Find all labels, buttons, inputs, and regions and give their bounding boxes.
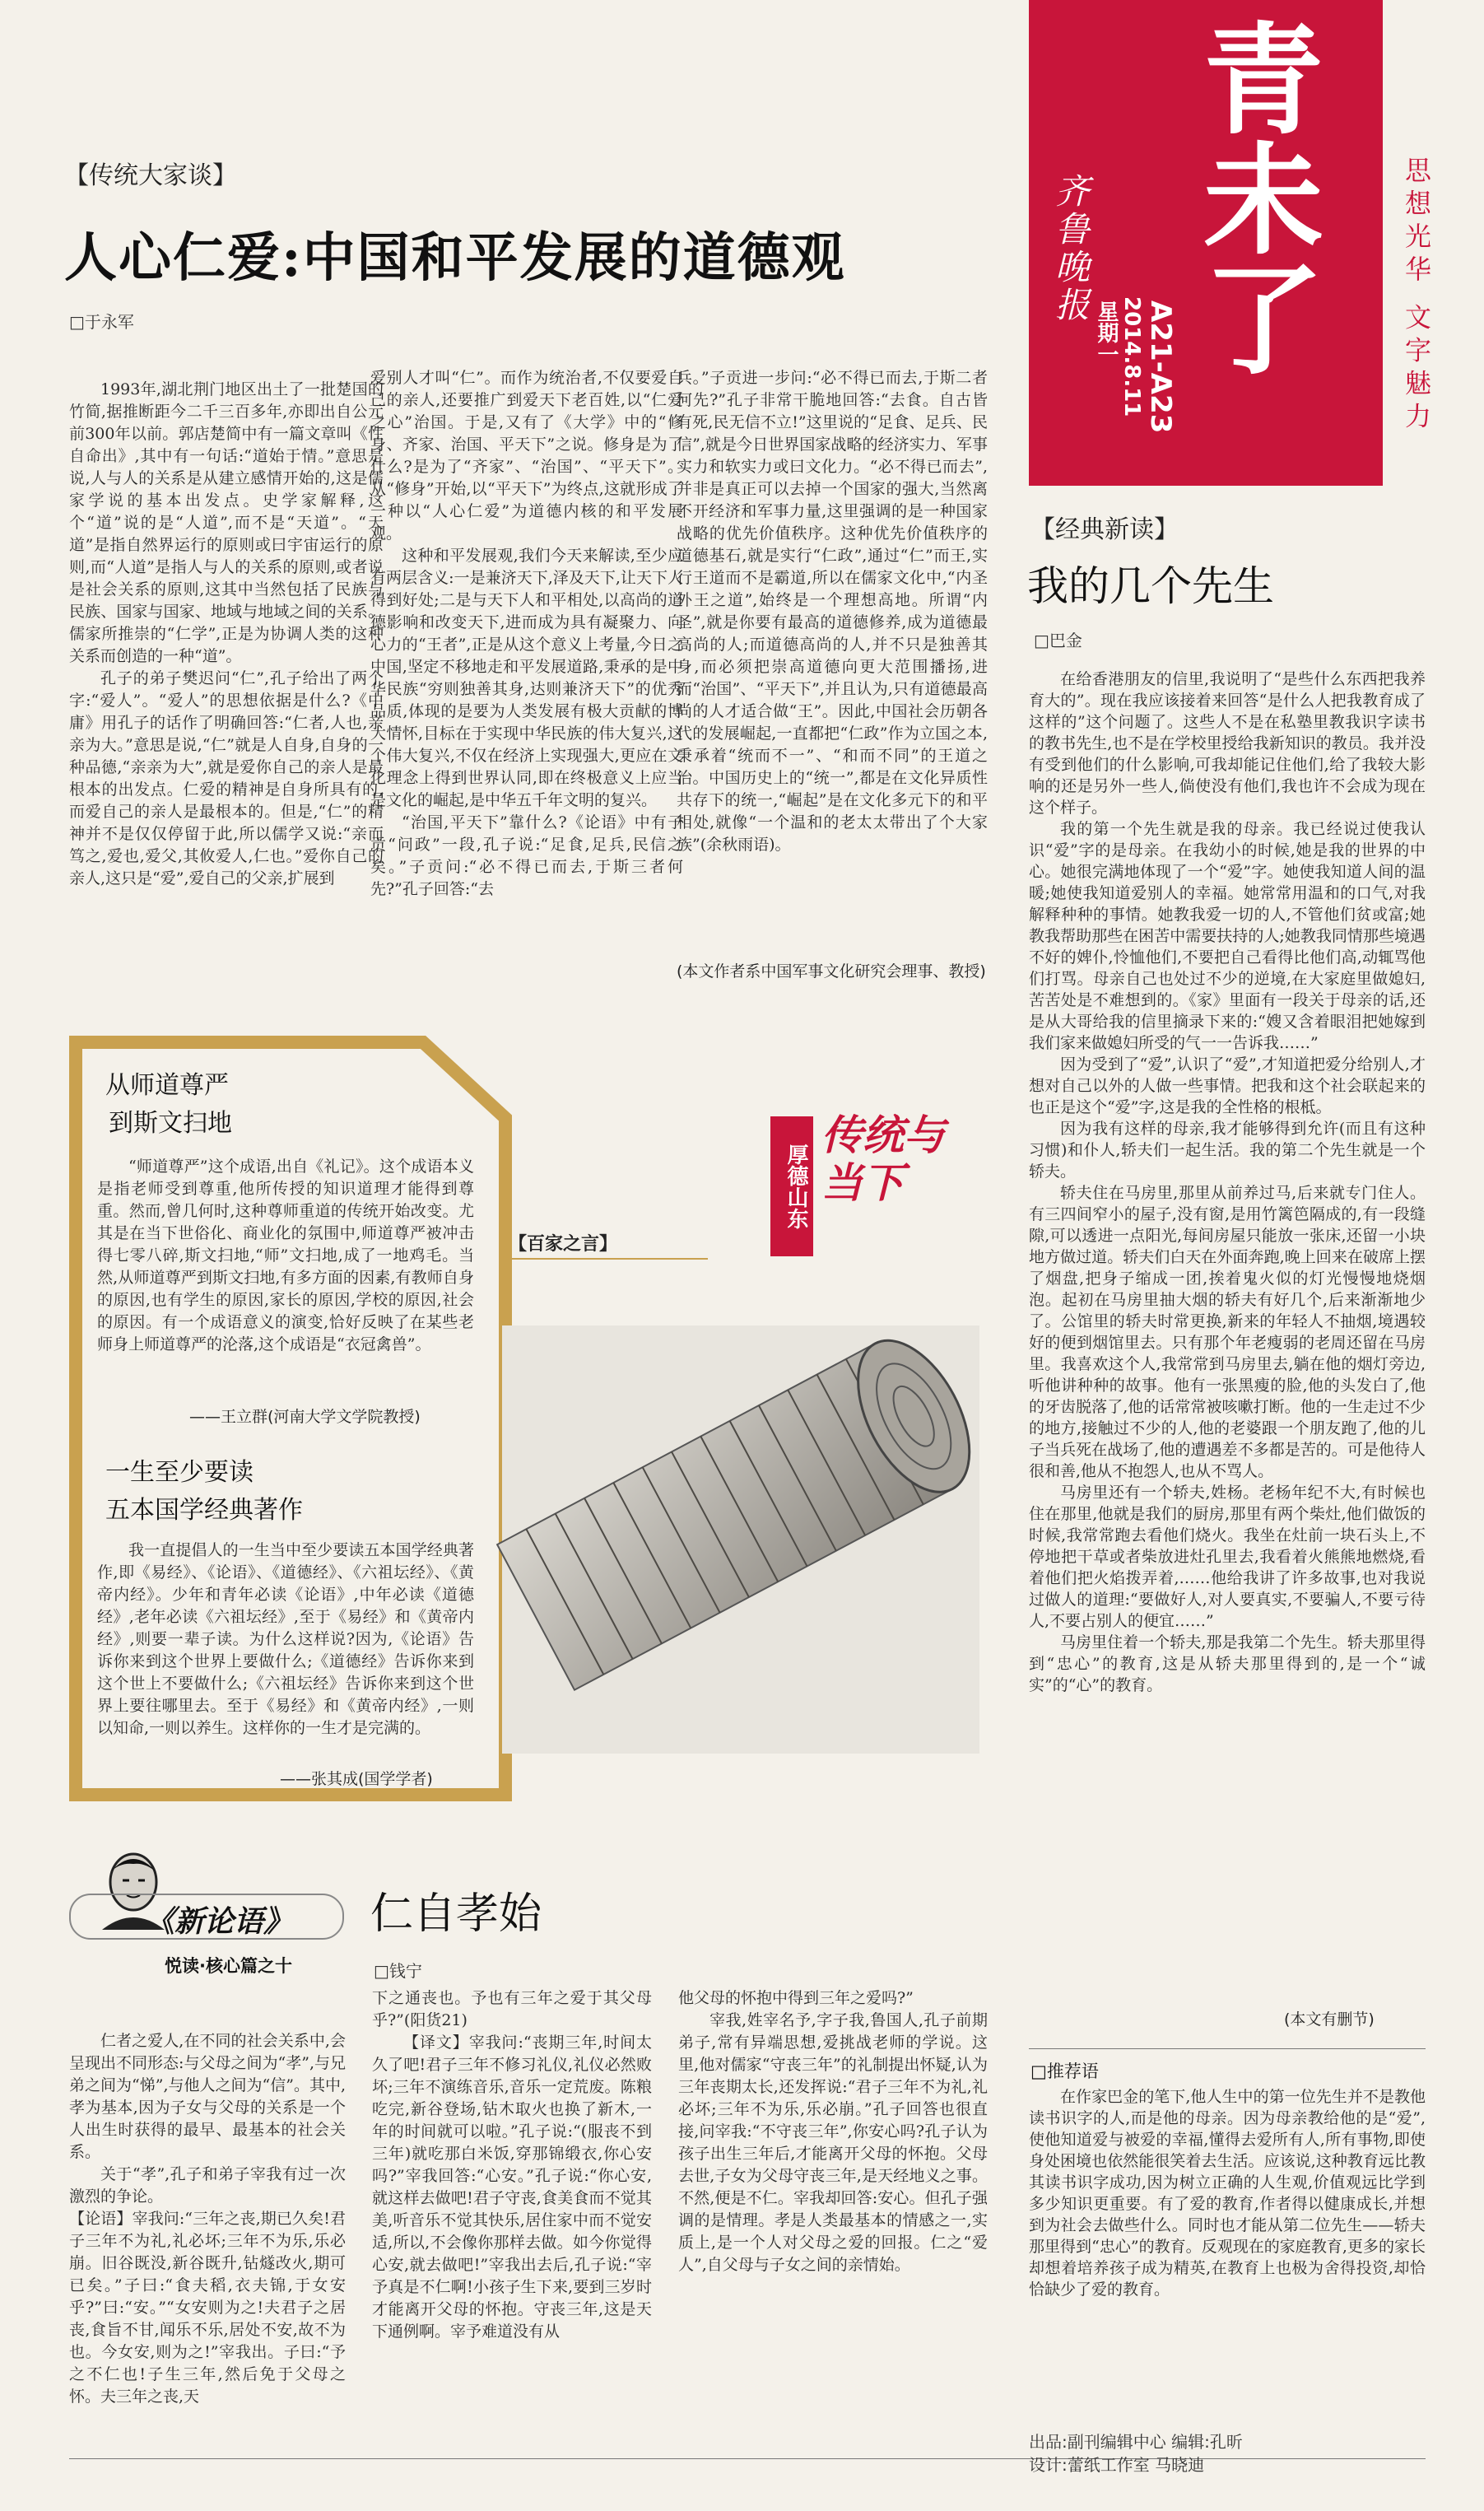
bottom-col1-para: 仁者之爱人,在不同的社会关系中,会呈现出不同形态:与父母之间为“孝”,与兄弟之间为“悌”,与他人之间为“信”。其中,孝为基本,因为子女与父母的关系是一个人出生时获得的最早、最基本的社会关系。 bbox=[69, 2032, 346, 2161]
column-subtitle: 悦读·核心篇之十 bbox=[165, 1956, 292, 1976]
sidebar-item2-title-line2: 五本国学经典著作 bbox=[105, 1496, 303, 1525]
newspaper-name: 齐鲁晚报 bbox=[1050, 173, 1091, 324]
right-author-note: (本文有删节) bbox=[1284, 2010, 1375, 2029]
lead-title: 人心仁爱:中国和平发展的道德观 bbox=[64, 227, 846, 289]
bottom-col1-para: 【论语】宰我问:“三年之丧,期已久矣!君子三年不为礼,礼必坏;三年不为乐,乐必崩。旧谷既没,新谷既升,钻燧改火,期可已矣。”子曰:“食夫稻,衣夫锦,于女安乎?”曰:“安。”“女安则为之!夫君子之居丧,食旨不甘,闻乐不乐,居处不安,故不为也。今女安,则为之!”宰我出。子曰:“予之不仁也!子生三年,然后免于父母之怀。夫三年之丧,天 bbox=[69, 2210, 346, 2406]
column-name: 《新论语》 bbox=[145, 1904, 294, 1939]
bottom-col1-para: 关于“孝”,孔子和弟子宰我有过一次激烈的争论。 bbox=[69, 2165, 346, 2206]
lead-col2-para: “治国,平天下”靠什么?《论语》中有子贡“问政”一段,孔子说:“足食,足兵,民信之矣。”子贡问:“必不得已而去,于斯三者何先?”孔子回答:“去 bbox=[370, 813, 683, 898]
right-para: 我的第一个先生就是我的母亲。我已经说过使我认识“爱”字的是母亲。在我幼小的时候,她是我的世界的中心。她很完满地体现了一个“爱”字。她使我知道人间的温暖;她使我知道爱别人的幸福。她常常用温和的口气,对我解释种种的事情。她教我爱一切的人,不管他们贫或富;她教我帮助那些在困苦中需要扶持的人;她教我同情那些境遇不好的婢仆,怜恤他们,不要把自己看得比他们高,动辄骂他们打骂。母亲自己也处过不少的逆境,在大家庭里做媳妇,苦苦处是不难想到的。《家》里面有一段关于母亲的话,还是从大哥给我的信里摘录下来的:“嫂又含着眼泪把她嫁到我们家来做媳妇所受的气一一告诉我……” bbox=[1029, 820, 1426, 1052]
right-para: 马房里住着一个轿夫,那是我第二个先生。轿夫那里得到“忠心”的教育,这是从轿夫那里得到的,是一个“诚实”的“心”的教育。 bbox=[1029, 1633, 1426, 1694]
sidebar-item2-body bbox=[97, 1540, 474, 1766]
recommend-label: □推荐语 bbox=[1030, 2061, 1099, 2081]
seal-art-text: 传统与当下 bbox=[821, 1111, 945, 1207]
sidebar-item2-title bbox=[105, 1454, 303, 1530]
sidebar-item1-title-line1: 从师道尊严 bbox=[105, 1071, 229, 1100]
right-byline: □巴金 bbox=[1034, 631, 1082, 650]
lead-col2-para: 这种和平发展观,我们今天来解读,至少应有两层含义:一是兼济天下,泽及天下,让天下人得到好处;二是与天下人和平相处,以高尚的道德影响和改变天下,进而成为具有凝聚力、向心力的“王者”,正是从这个意义上考量,今日之中国,坚定不移地走和平发展道路,秉承的是中华民族“穷则独善其身,达则兼济天下”的优秀品质,体现的是要为人类发展有极大贡献的博大情怀,目标在于实现中华民族的伟大复兴,这个伟大复兴,不仅在经济上实现强大,更应在文化理念上得到世界认同,即在终极意义上应当是文化的崛起,是中华五千年文明的复兴。 bbox=[370, 547, 683, 809]
masthead-date: 2014.8.11 bbox=[1119, 296, 1144, 417]
lead-kicker: 【传统大家谈】 bbox=[64, 161, 237, 190]
recommend-text: 在作家巴金的笔下,他人生中的第一位先生并不是教他读书识字的人,而是他的母亲。因为母亲教给他的是“爱”,使他知道爱与被爱的幸福,懂得去爱所有人,所有事物,即使身处困境也依然能很笑着去生活。应该说,这种教育远比教其读书识字成功,因为树立正确的人生观,价值观远比学到多少知识更重要。有了爱的教育,作者得以健康成长,并想到为社会去做些什么。同时也才能从第二位先生——轿夫那里得到“忠心”的教育。反观现在的家庭教育,更多的家长却想着培养孩子成为精英,在教育上也极为舍得投资,却恰恰缺少了爱的教育。 bbox=[1029, 2088, 1426, 2299]
seal bbox=[770, 1111, 943, 1268]
sidebar-item1-title bbox=[105, 1067, 232, 1143]
sidebar-item1-title-line2: 到斯文扫地 bbox=[109, 1109, 232, 1138]
right-body bbox=[1029, 669, 1426, 2007]
bottom-col2-para: 下之通丧也。予也有三年之爱于其父母乎?”(阳货21) bbox=[372, 1989, 652, 2029]
bottom-column-1 bbox=[69, 2030, 346, 2446]
sidebar-item2-title-line1: 一生至少要读 bbox=[105, 1458, 254, 1487]
sidebar-item2-source: ——张其成(国学学者) bbox=[280, 1770, 433, 1788]
sidebar-item1-text: “师道尊严”这个成语,出自《礼记》。这个成语本义是指老师受到尊重,他所传授的知识道理才能得到尊重。然而,曾几何时,这种尊师重道的传统开始改变。尤其是在当下世俗化、商业化的氛围中,师道尊严被冲击得七零八碎,斯文扫地,“师”文扫地,成了一地鸡毛。当然,从师道尊严到斯文扫地,有多方面的因素,有教师自身的原因,也有学生的原因,家长的原因,学校的原因,社会的原因。有一个成语意义的演变,恰好反映了在某些老师身上师道尊严的沦落,这个成语是“衣冠禽兽”。 bbox=[97, 1158, 474, 1353]
sidebar-item1-body bbox=[97, 1156, 474, 1403]
right-para: 轿夫住在马房里,那里从前养过马,后来就专门住人。有三四间窄小的屋子,没有窗,是用竹篱笆隔成的,有一段缝隙,可以透进一点阳光,每间房屋只能放一张床,还留一小块地方做过道。轿夫们白天在外面奔跑,晚上回来在破席上摆了烟盘,把身子缩成一团,挨着鬼火似的灯光慢慢地烧烟泡。起初在马房里抽大烟的轿夫有好几个,后来渐渐地少了。公馆里的轿夫时常更换,新来的年轻人不抽烟,境遇较好的便到烟馆里去。只有那个年老瘦弱的老周还留在马房里。我喜欢这个人,我常常到马房里去,躺在他的烟灯旁边,听他讲种种的故事。他有一张黑瘦的脸,他的头发白了,他的牙齿脱落了,他的话常常被咳嗽打断。他的一生走过不少的地方,接触过不少的人,他的老婆跟一个朋友跑了,他的儿子当兵死在战场了,他的遭遇差不多都是苦的。可是他待人很和善,他从不抱怨人,也从不骂人。 bbox=[1029, 1184, 1426, 1480]
masthead-title: 青未了 bbox=[1183, 16, 1324, 377]
lead-col1-para: 孔子的弟子樊迟问“仁”,孔子给出了两个字:“爱人”。“爱人”的思想依据是什么?《中庸》用孔子的话作了明确回答:“仁者,人也,亲亲为大。”意思是说,“仁”就是人自身,自身的一种品德,“亲亲为大”,就是爱你自己的亲人是最根本的出发点。仁爱的精神是自身所具有的,而爱自己的亲人是最根本的。但是,“仁”的精神并不是仅仅停留于此,所以儒学又说:“亲而笃之,爱也,爱父,其攸爱人,仁也。”爱你自己的亲人,这只是“爱”,爱自己的父亲,扩展到 bbox=[69, 669, 384, 887]
bamboo-scroll-illustration bbox=[486, 1301, 996, 1778]
lead-col2-para: 爱别人才叫“仁”。而作为统治者,不仅要爱自己的亲人,还要推广到爱天下老百姓,以“仁爱之心”治国。于是,又有了《大学》中的“修身、齐家、治国、平天下”之说。修身是为了什么?是为了“齐家”、“治国”、“平天下”。从“修身”开始,以“平天下”为终点,这就形成了一种以“人心仁爱”为道德内核的和平发展观。 bbox=[370, 369, 683, 543]
right-para: 因为我有这样的母亲,我才能够得到允许(而且有这种习惯)和仆人,轿夫们一起生活。我的第二个先生就是一个轿夫。 bbox=[1029, 1120, 1426, 1181]
right-para: 马房里还有一个轿夫,姓杨。老杨年纪不大,有时候也住在那里,他就是我们的厨房,那里有两个柴灶,他们做饭的时候,我常常跑去看他们烧火。我坐在灶前一块石头上,不停地把干草或者柴放进灶孔里去,我看着火熊熊地燃烧,看着他们把火焰拨弄着,……他给我讲了许多故事,也对我说过做人的道理:“要做好人,对人要真实,不要骗人,不要亏待人,不要占别人的便宜……” bbox=[1029, 1484, 1426, 1630]
sidebar-item2-text: 我一直提倡人的一生当中至少要读五本国学经典著作,即《易经》、《论语》、《道德经》、《六祖坛经》、《黄帝内经》。少年和青年必读《论语》,中年必读《道德经》,老年必读《六祖坛经》,至于《易经》和《黄帝内经》,则要一辈子读。为什么这样说?因为,《论语》告诉你来到这个世界上要做什么;《道德经》告诉你来到这个世上不要做什么;《六祖坛经》告诉你来到这个世界上要往哪里去。至于《易经》和《黄帝内经》,一则以知命,一则以养生。这样你的一生才是完满的。 bbox=[97, 1541, 474, 1737]
recommend-divider bbox=[1029, 2048, 1426, 2049]
masthead-block bbox=[1029, 0, 1383, 486]
right-title: 我的几个先生 bbox=[1027, 562, 1274, 610]
masthead-slogan: 思想光华 文字魅力 bbox=[1401, 156, 1432, 436]
lead-col1-para: 1993年,湖北荆门地区出土了一批楚国的竹简,据推断距今二千三百多年,亦即出自公元前300年以前。郭店楚简中有一篇文章叫《性自命出》,其中有一句话:“道始于情。”意思是说,人与人的关系是从建立感情开始的,这是儒家学说的基本出发点。史学家解释,这个“道”说的是“人道”,而不是“天道”。“天道”是指自然界运行的原则或曰宇宙运行的原则,而“人道”是指人与人的关系的原则,或者说是社会关系的原则,这其中当然包括了民族与民族、国家与国家、地域与地域之间的关系。儒家所推崇的“仁学”,正是为协调人类的这种关系而创造的一种“道”。 bbox=[69, 380, 384, 665]
sidebar-section-label: 【百家之言】 bbox=[509, 1233, 618, 1255]
lead-column-3 bbox=[677, 367, 988, 960]
seal-text: 厚德山东 bbox=[770, 1116, 813, 1256]
right-para: 因为受到了“爱”,认识了“爱”,才知道把爱分给别人,才想对自己以外的人做一些事情。把我和这个社会联起来的也正是这个“爱”字,这是我的全性格的根柢。 bbox=[1029, 1055, 1426, 1116]
footer-line-1: 出品:副刊编辑中心 编辑:孔昕 bbox=[1029, 2432, 1243, 2452]
bottom-col2-para: 【译文】宰我问:“丧期三年,时间太久了吧!君子三年不修习礼仪,礼仪必然败坏;三年不演练音乐,音乐一定荒废。陈粮吃完,新谷登场,钻木取火也换了新木,一年的时间就可以啦。”孔子说:“(服丧不到三年)就吃那白米饭,穿那锦缎衣,你心安吗?”宰我回答:“心安。”孔子说:“你心安,就这样去做吧!君子守丧,食美食而不觉其美,听音乐不觉其快乐,居住家中而不觉安适,所以,不会像你那样去做。如今你觉得心安,就去做吧!”宰我出去后,孔子说:“宰予真是不仁啊!小孩子生下来,要到三岁时才能离开父母的怀抱。守丧三年,这是天下通例啊。宰予难道没有从 bbox=[372, 2033, 652, 2341]
lead-author-note: (本文作者系中国军事文化研究会理事、教授) bbox=[677, 962, 986, 981]
lead-column-1 bbox=[69, 379, 384, 1000]
bottom-column-3 bbox=[678, 1987, 988, 2446]
bottom-column-2 bbox=[372, 1987, 652, 2446]
sidebar-label-underline bbox=[502, 1258, 708, 1260]
right-kicker: 【经典新读】 bbox=[1030, 515, 1179, 544]
bottom-col3-para: 他父母的怀抱中得到三年之爱吗?” bbox=[678, 1989, 914, 2007]
sidebar-item1-source: ——王立群(河南大学文学院教授) bbox=[189, 1408, 421, 1426]
masthead-pages: A21-A23 bbox=[1144, 300, 1177, 434]
lead-column-2 bbox=[370, 367, 683, 1001]
right-para: 在给香港朋友的信里,我说明了“是些什么东西把我养育大的”。现在我应该接着来回答“是什么人把我教育成了这样的”这个问题了。这些人不是在私塾里教我识字读书的教书先生,也不是在学校里授给我新知识的教员。我并没有受到他们的什么影响,可我却能记住他们,给了我较大影响的还是另外一些人,倘使没有他们,我也许不会成为现在这个样子。 bbox=[1029, 670, 1426, 817]
lead-col3-para: 兵。”子贡进一步问:“必不得已而去,于斯二者何先?”孔子非常干脆地回答:“去食。自古皆有死,民无信不立!”这里说的“足食、足兵、民信”,就是今日世界国家战略的经济实力、军事实力和软实力或曰文化力。“必不得已而去”,并非是真正可以去掉一个国家的强大,当然离不开经济和军事力量,这里强调的是一种国家战略的优先价值秩序。这种优先价值秩序的道德基石,就是实行“仁政”,通过“仁”而王,实行王道而不是霸道,所以在儒家文化中,“内圣外王之道”,始终是一个理想高地。所谓“内圣”,就是你要有最高的道德修养,成为道德最高尚的人;而道德高尚的人,并不只是独善其身,而必须把崇高道德向更大范围播扬,进而“治国”、“平天下”,并且认为,只有道德最高尚的人才适合做“王”。因此,中国社会历朝各代的发展崛起,一直都把“仁政”作为立国之本,秉承着“统而不一”、“和而不同”的王道之治。中国历史上的“统一”,都是在文化异质性共存下的统一,“崛起”是在文化多元下的和平相处,就像“一个温和的老太太带出了个大家族”(余秋雨语)。 bbox=[677, 369, 988, 854]
recommend-body bbox=[1029, 2086, 1426, 2350]
bottom-col3-para: 宰我,姓宰名予,字子我,鲁国人,孔子前期弟子,常有异端思想,爱挑战老师的学说。这里,他对儒家“守丧三年”的礼制提出怀疑,认为三年丧期太长,还发挥说:“君子三年不为礼,礼必坏;三年不为乐,乐必崩。”孔子回答也很直接,问宰我:“不守丧三年”,你安心吗?孔子认为孩子出生三年后,才能离开父母的怀抱。父母去世,子女为父母守丧三年,是天经地义之事。不然,便是不仁。宰我却回答:安心。但孔子强调的是情理。孝是人类最基本的情感之一,实质上,是一个人对父母之爱的回报。仁之“爱人”,自父母与子女之间的亲情始。 bbox=[678, 2011, 988, 2274]
masthead-weekday: 星期一 bbox=[1094, 300, 1119, 365]
footer-line-2: 设计:蕾纸工作室 马晓迪 bbox=[1029, 2455, 1205, 2475]
lead-byline: □于永军 bbox=[69, 312, 134, 332]
bottom-title: 仁自孝始 bbox=[370, 1889, 542, 1939]
footer-credits bbox=[1029, 2430, 1243, 2476]
bottom-byline: □钱宁 bbox=[374, 1961, 422, 1981]
